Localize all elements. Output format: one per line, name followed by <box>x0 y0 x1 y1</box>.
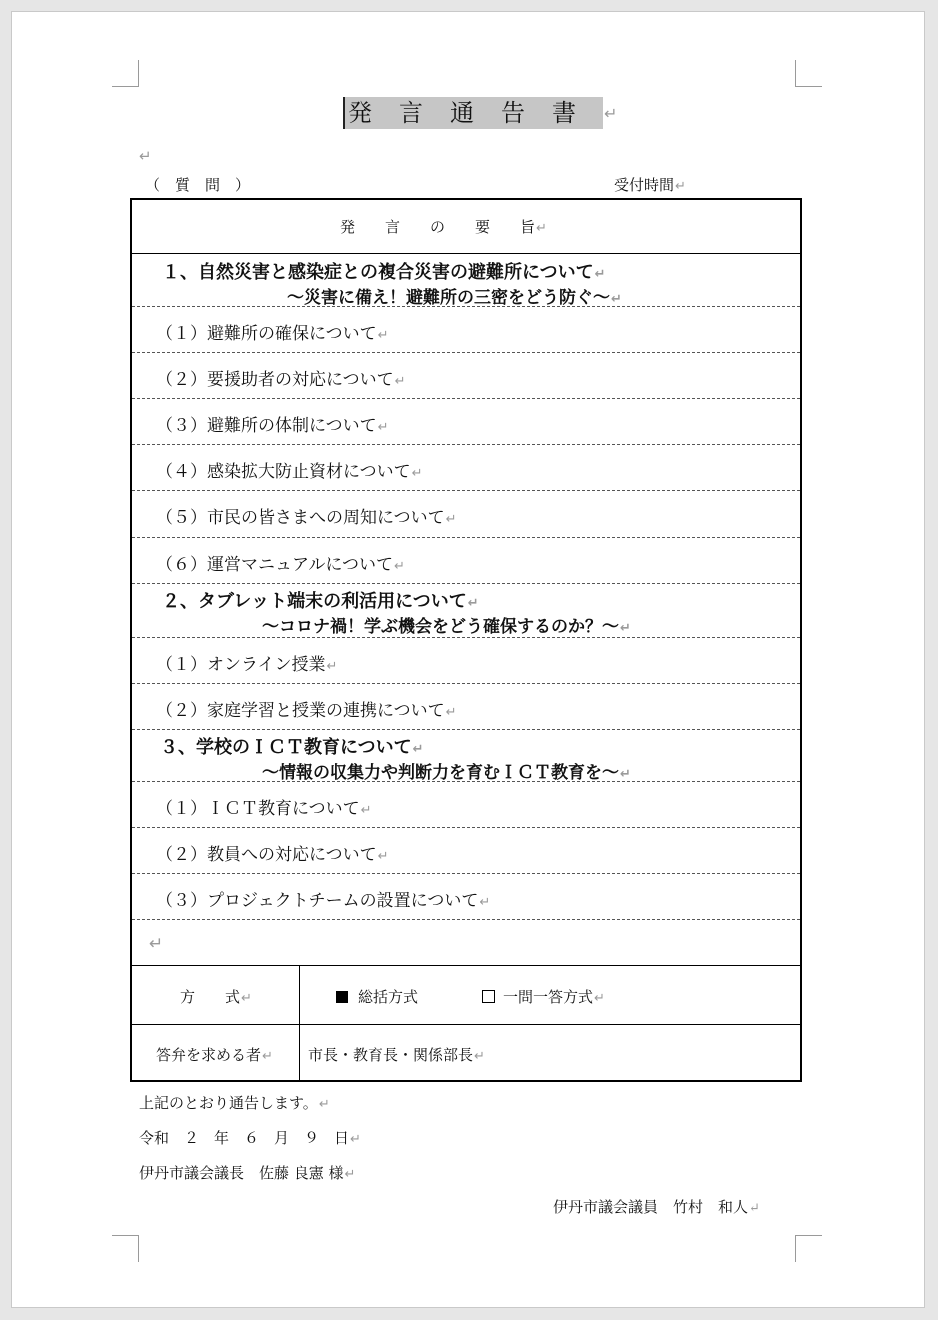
method-row <box>132 966 800 1025</box>
received-time-label: 受付時間↵ <box>614 176 686 194</box>
respondent-value: 市長・教育長・関係部長↵ <box>308 1046 485 1064</box>
notice-statement: 上記のとおり通告します。↵ <box>139 1094 330 1112</box>
sender-signature: 伊丹市議会議員 竹村 和人↵ <box>553 1198 760 1216</box>
heading-3-text: ３、学校のＩＣＴ教育について↵ <box>160 737 424 758</box>
heading-2-subtitle: ～コロナ禍！学ぶ機会をどう確保するのか？～↵ <box>262 617 631 637</box>
addressee: 伊丹市議会議長 佐藤 良憲 様↵ <box>139 1164 356 1182</box>
document-title[interactable]: 発言通告書 <box>343 97 603 129</box>
list-item[interactable]: （５）市民の皆さまへの周知について↵ <box>132 491 800 538</box>
list-item-empty[interactable] <box>132 920 800 966</box>
empty-paragraph-mark-icon: ↵ <box>149 934 164 954</box>
paragraph-mark-icon: ↵ <box>604 103 618 123</box>
list-item-heading-1[interactable] <box>132 254 800 307</box>
unchecked-square-icon <box>482 990 495 1003</box>
checked-square-icon <box>336 991 348 1003</box>
list-item[interactable]: （６）運営マニュアルについて↵ <box>132 538 800 584</box>
crop-mark-top-left <box>112 60 139 87</box>
respondent-row <box>132 1025 800 1082</box>
notice-table <box>130 198 802 1082</box>
list-item[interactable]: （２）家庭学習と授業の連携について↵ <box>132 684 800 730</box>
method-option-summary[interactable]: 総括方式 <box>336 986 418 1007</box>
method-option-qa[interactable]: 一問一答方式↵ <box>482 986 605 1007</box>
list-item[interactable]: （４）感染拡大防止資材について↵ <box>132 445 800 491</box>
empty-paragraph-mark-icon: ↵ <box>139 147 152 165</box>
heading-1-text: １、自然災害と感染症との複合災害の避難所について↵ <box>162 262 606 283</box>
list-item[interactable]: （２）要援助者の対応について↵ <box>132 353 800 399</box>
method-label: 方 式↵ <box>180 988 252 1006</box>
crop-mark-bottom-left <box>112 1235 139 1262</box>
list-item[interactable]: （１）ＩＣＴ教育について↵ <box>132 782 800 828</box>
table-header-row <box>132 200 800 254</box>
heading-1-subtitle: ～災害に備え！避難所の三密をどう防ぐ～↵ <box>287 288 622 308</box>
list-item-heading-2[interactable] <box>132 584 800 638</box>
list-item[interactable]: （１）オンライン授業↵ <box>132 638 800 684</box>
question-label: （ 質 問 ） <box>145 176 251 194</box>
crop-mark-top-right <box>795 60 822 87</box>
heading-3-subtitle: ～情報の収集力や判断力を育むＩＣＴ教育を～↵ <box>262 763 631 783</box>
heading-2-text: ２、タブレット端末の利活用について↵ <box>162 591 479 612</box>
table-header: 発 言 の 要 旨↵ <box>340 218 547 236</box>
respondent-label: 答弁を求める者↵ <box>156 1046 273 1064</box>
list-item-heading-3[interactable] <box>132 730 800 782</box>
list-item[interactable]: （３）プロジェクトチームの設置について↵ <box>132 874 800 920</box>
crop-mark-bottom-right <box>795 1235 822 1262</box>
paragraph-mark-icon: ↵ <box>675 179 686 194</box>
title-line[interactable] <box>343 97 617 129</box>
list-item[interactable]: （１）避難所の確保について↵ <box>132 307 800 353</box>
list-item[interactable]: （２）教員への対応について↵ <box>132 828 800 874</box>
notice-date: 令和 ２ 年 ６ 月 ９ 日↵ <box>139 1129 361 1147</box>
list-item[interactable]: （３）避難所の体制について↵ <box>132 399 800 445</box>
